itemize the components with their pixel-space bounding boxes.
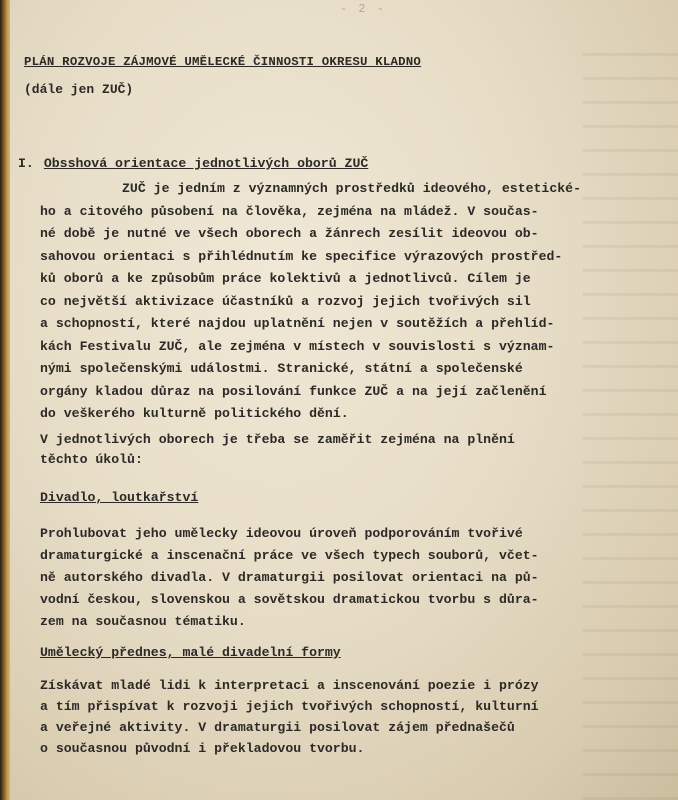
text-line: ně autorského divadla. V dramaturgii posilovat orientaci na pů- <box>40 570 539 585</box>
typewritten-page <box>10 0 678 800</box>
text-line: né době je nutné ve všech oborech a žánrech zesílit ideovou ob- <box>40 226 539 241</box>
text-line: do veškerého kulturně politického dění. <box>40 406 349 421</box>
paragraph-intro <box>10 178 581 426</box>
paragraph-tasks <box>10 430 515 470</box>
text-line: a schopností, které najdou uplatnění nejen v soutěžích a přehlíd- <box>40 316 555 331</box>
text-line: ků oborů a ke způsobům práce kolektivů a jednotlivců. Cílem je <box>40 271 531 286</box>
text-line: vodní českou, slovenskou a sovětskou dramatickou tvorbu s důra- <box>40 592 539 607</box>
document-heading: PLÁN ROZVOJE ZÁJMOVÉ UMĚLECKÉ ČINNOSTI OKRESU KLADNO <box>24 55 422 69</box>
section-title-text: Obsshová orientace jednotlivých oborů ZUČ <box>43 156 369 171</box>
text-line: ho a citového působení na člověka, zejména na mládež. V součas- <box>40 203 539 219</box>
text-line: těchto úkolů: <box>40 452 143 467</box>
text-line: zem na současnou tématiku. <box>40 614 246 629</box>
text-line: ZUČ je jedním z významných prostředků ideového, estetické- <box>122 181 581 196</box>
document-subheading: (dále jen ZUČ) <box>24 82 134 97</box>
text-line: a tím přispívat k rozvoji jejich tvořivých schopností, kulturní <box>40 699 539 714</box>
text-line: a veřejné aktivity. V dramaturgii posilovat zájem přednašečů <box>40 720 515 735</box>
text-line: V jednotlivých oborech je třeba se zaměřit zejména na plnění <box>40 432 515 447</box>
bleed-through-shadow <box>583 40 678 800</box>
text-line: o současnou původní i překladovou tvorbu. <box>40 741 365 756</box>
text-line: nými společenskými událostmi. Stranické, státní a společenské <box>40 361 523 376</box>
text-line: Získávat mladé lidi k interpretaci a inscenování poezie i prózy <box>40 678 539 693</box>
subsection-title-recitation: Umělecký přednes, malé divadelní formy <box>40 645 341 660</box>
section-numeral: I. <box>18 156 34 171</box>
subsection-title-theatre: Divadlo, loutkařství <box>40 490 199 505</box>
text-line: sahovou orientaci s přihlédnutím ke specifice výrazových prostřed- <box>40 248 563 264</box>
text-line: co největší aktivizace účastníků a rozvoj jejich tvořivých sil <box>40 293 531 309</box>
page-number: - 2 - <box>340 2 387 16</box>
section-title <box>18 156 368 171</box>
paragraph-recitation <box>10 675 539 759</box>
text-line: kách Festivalu ZUČ, ale zejména v místech v souvislosti s význam- <box>40 338 555 354</box>
text-line: orgány kladou důraz na posilování funkce ZUČ a na její začlenění <box>40 383 547 399</box>
text-line: dramaturgické a inscenační práce ve všech typech souborů, včet- <box>40 548 539 563</box>
paragraph-theatre <box>10 523 539 633</box>
text-line: Prohlubovat jeho umělecky ideovou úroveň podporováním tvořivé <box>40 526 523 541</box>
